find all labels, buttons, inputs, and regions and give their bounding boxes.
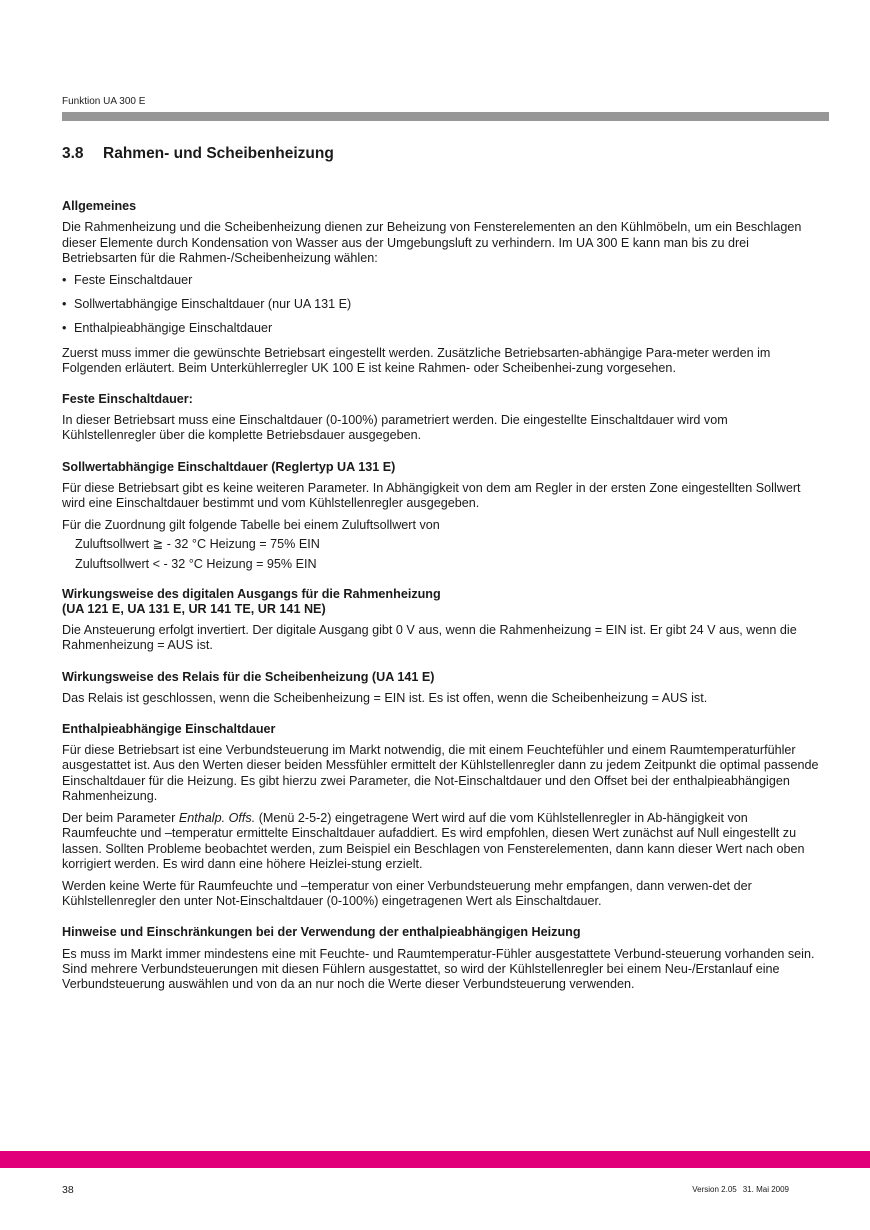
version-info: Version 2.05 31. Mai 2009 — [692, 1185, 789, 1194]
heading-relais: Wirkungsweise des Relais für die Scheibenheizung (UA 141 E) — [62, 669, 435, 684]
list-item: • Sollwertabhängige Einschaltdauer (nur UA 131 E) — [62, 297, 352, 312]
bullet-icon: • — [62, 273, 67, 288]
footer-accent-bar — [0, 1151, 870, 1168]
paragraph: Werden keine Werte für Raumfeuchte und –temperatur von einer Verbundsteuerung mehr empfangen, dann verwen-det der Kühlstellenregler den unter Not-Einschaltdauer (0-100%) eingetragenen Wert als Einschaltdauer. — [62, 878, 752, 909]
paragraph: Für die Zuordnung gilt folgende Tabelle bei einem Zuluftsollwert von — [62, 518, 440, 533]
table-line: Zuluftsollwert < - 32 °C Heizung = 95% EIN — [75, 556, 317, 571]
heading-feste-einschaltdauer: Feste Einschaltdauer: — [62, 392, 193, 407]
heading-hinweise: Hinweise und Einschränkungen bei der Verwendung der enthalpieabhängigen Heizung — [62, 925, 581, 940]
list-item: • Feste Einschaltdauer — [62, 273, 193, 288]
bullet-icon: • — [62, 297, 67, 312]
section-number: 3.8 — [62, 145, 84, 162]
bullet-list — [62, 273, 822, 337]
section-title — [62, 146, 822, 161]
paragraph: Es muss im Markt immer mindestens eine mit Feuchte- und Raumtemperatur-Fühler ausgestattete Verbund-steuerung vorhanden sein. Sind mehrere Verbundsteuerungen mit diesen Fühlern ausgestattet, so wird der Kühlstellenregler bei einem Neu-/Erstanlauf eine Verbundsteuerung auswählen und von da an nur noch die Werte dieser Verbundsteuerung verwenden. — [62, 946, 815, 991]
header-rule — [62, 112, 829, 121]
parameter-name: Enthalp. Offs. — [178, 811, 256, 826]
list-item: • Enthalpieabhängige Einschaltdauer — [62, 321, 273, 336]
paragraph: Die Rahmenheizung und die Scheibenheizung dienen zur Beheizung von Fensterelementen an den Kühlmöbeln, um ein Beschlagen dieser Elemente durch Kondensation von Wasser aus der Umgebungsluft zu verhindern. Im UA 300 E kann man bis zu drei Betriebsarten für die Rahmen-/Scheibenheizung wählen: — [62, 220, 802, 265]
heading-allgemeines: Allgemeines — [62, 199, 137, 214]
paragraph: Das Relais ist geschlossen, wenn die Scheibenheizung = EIN ist. Es ist offen, wenn die Scheibenheizung = AUS ist. — [62, 690, 708, 705]
heading-enthalpie: Enthalpieabhängige Einschaltdauer — [62, 722, 276, 737]
heading-digitaler-ausgang: Wirkungsweise des digitalen Ausgangs für die Rahmenheizung (UA 121 E, UA 131 E, UR 141 TE, UR 141 NE) — [62, 586, 441, 617]
table-line: Zuluftsollwert ≧ - 32 °C Heizung = 75% EIN — [75, 537, 320, 552]
section-title-text: Rahmen- und Scheibenheizung — [103, 145, 334, 162]
paragraph: Die Ansteuerung erfolgt invertiert. Der digitale Ausgang gibt 0 V aus, wenn die Rahmenheizung = EIN ist. Er gibt 24 V aus, wenn die Rahmenheizung = AUS ist. — [62, 623, 797, 653]
paragraph: Der beim Parameter Enthalp. Offs. (Menü 2-5-2) eingetragene Wert wird auf die vom Kühlstellenregler in Ab-hängigkeit von Raumfeuchte und –temperatur ermittelte Einschaltdauer aufaddiert. Es wird empfohlen, diesen Wert zunächst auf Null eingestellt zu lassen. Sollten Probleme beobachtet werden, zum Beispiel ein Beschlagen von Fensterelementen, dann kann dieser Wert nach oben korrigiert werden. Es wird dann eine höhere Heizlei-stung erzielt. — [62, 811, 805, 871]
paragraph: Für diese Betriebsart gibt es keine weiteren Parameter. In Abhängigkeit von dem am Regler in der ersten Zone eingestellten Sollwert wird eine Einschaltdauer bestimmt und vom Kühlstellenregler ausgegeben. — [62, 480, 801, 511]
paragraph: In dieser Betriebsart muss eine Einschaltdauer (0-100%) parametriert werden. Die eingestellte Einschaltdauer wird vom Kühlstellenregler über die komplette Betriebsdauer ausgegeben. — [62, 413, 728, 443]
paragraph: Für diese Betriebsart ist eine Verbundsteuerung im Markt notwendig, die mit einem Feuchtefühler und einem Raumtemperaturfühler ausgestattet ist. Aus den Werten dieser beiden Messfühler ermittelt der Kühlstellenregler dann zu jedem Zeitpunkt die optimal passende Einschaltdauer für die Heizung. Es gibt hierzu zwei Parameter, die Not-Einschaltdauer und den Offset bei der enthalpieabhängigen Rahmenheizung. — [62, 743, 819, 803]
running-header: Funktion UA 300 E — [62, 96, 146, 107]
bullet-icon: • — [62, 321, 67, 336]
paragraph: Zuerst muss immer die gewünschte Betriebsart eingestellt werden. Zusätzliche Betriebsarten-abhängige Para-meter werden im Folgenden erläutert. Beim Unterkühlerregler UK 100 E ist keine Rahmen- oder Scheibenhei-zung vorgesehen. — [62, 345, 771, 375]
page-number: 38 — [62, 1184, 74, 1196]
page-content — [62, 146, 822, 999]
heading-sollwertabhaengige: Sollwertabhängige Einschaltdauer (Reglertyp UA 131 E) — [62, 459, 396, 474]
